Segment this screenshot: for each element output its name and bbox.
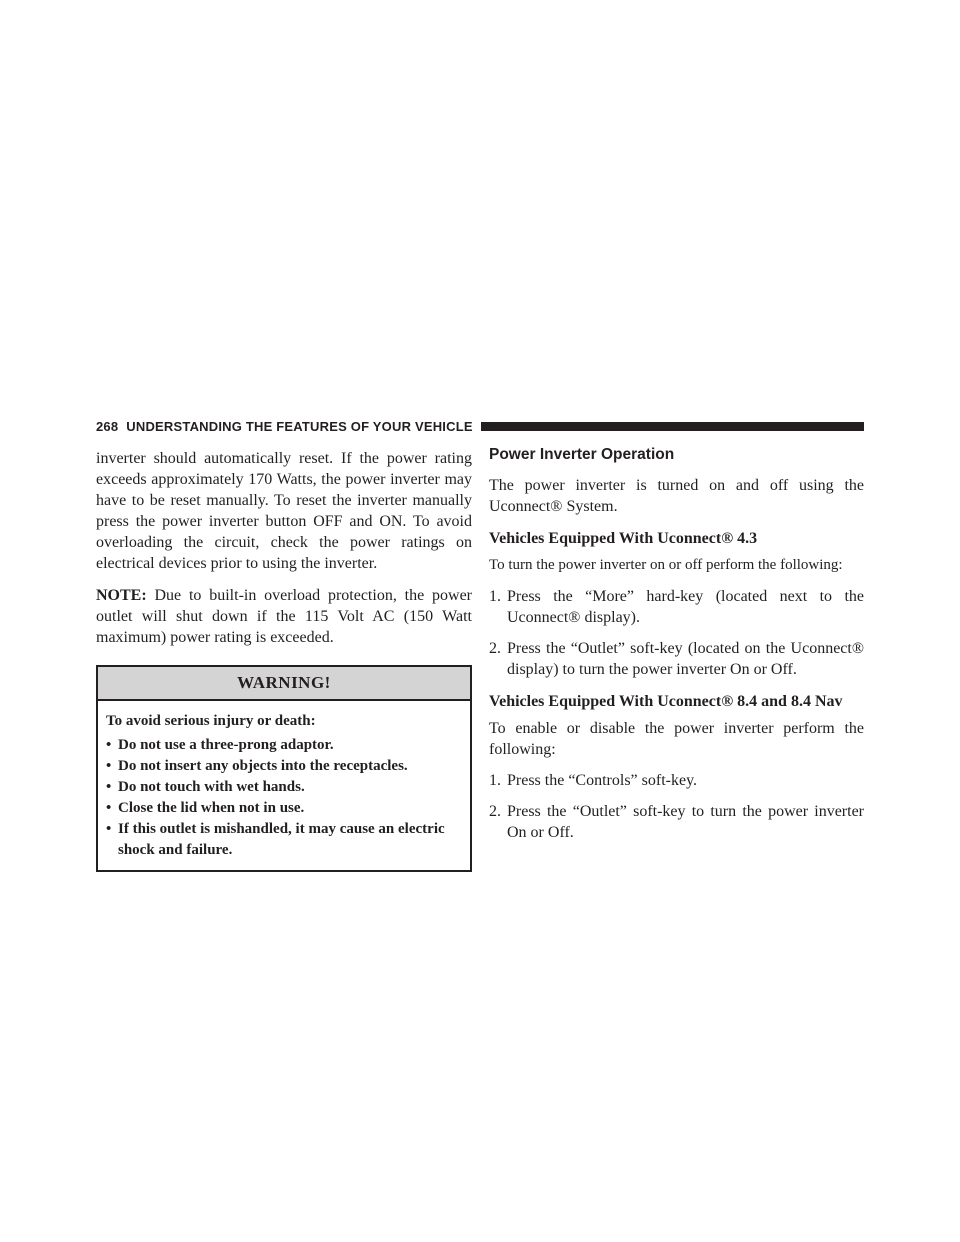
bullet-icon: • xyxy=(106,737,112,753)
note-paragraph xyxy=(96,585,472,648)
bullet-icon: • xyxy=(106,821,112,837)
step-item xyxy=(489,638,864,680)
step-text: Press the “Outlet” soft-key (located on the Uconnect® display) to turn the power inverter On or Off. xyxy=(507,640,864,678)
step-number: 1. xyxy=(489,588,501,605)
step-item xyxy=(489,770,864,791)
step-number: 1. xyxy=(489,772,501,789)
step-item xyxy=(489,586,864,628)
step-number: 2. xyxy=(489,640,501,657)
warning-item-text: Do not insert any objects into the receptacles. xyxy=(118,758,408,774)
subheading-uconnect-84: Vehicles Equipped With Uconnect® 8.4 and 8.4 Nav xyxy=(489,693,843,710)
warning-item xyxy=(106,777,462,798)
subsection-lead: To enable or disable the power inverter perform the following: xyxy=(489,720,864,758)
warning-intro: To avoid serious injury or death: xyxy=(106,713,316,729)
note-label: NOTE: xyxy=(96,587,147,604)
note-text: Due to built-in overload protection, the power outlet will shut down if the 115 Volt AC (150 Watt maximum) power rating is exceeded. xyxy=(96,587,472,646)
step-text: Press the “Outlet” soft-key to turn the power inverter On or Off. xyxy=(507,803,864,841)
bullet-icon: • xyxy=(106,758,112,774)
section-intro: The power inverter is turned on and off using the Uconnect® System. xyxy=(489,477,864,515)
bullet-icon: • xyxy=(106,779,112,795)
warning-body xyxy=(98,701,470,870)
warning-item-text: Do not use a three-prong adaptor. xyxy=(118,737,334,753)
page-number: 268 xyxy=(96,418,119,434)
right-column xyxy=(489,448,864,843)
warning-box xyxy=(96,665,472,872)
section-title: Power Inverter Operation xyxy=(489,446,675,463)
page-header xyxy=(96,416,864,436)
step-item xyxy=(489,801,864,843)
step-text: Press the “More” hard-key (located next to the Uconnect® display). xyxy=(507,588,864,626)
warning-item-text: Close the lid when not in use. xyxy=(118,800,305,816)
warning-item xyxy=(106,819,462,861)
step-text: Press the “Controls” soft-key. xyxy=(507,772,698,789)
subheading-uconnect-43: Vehicles Equipped With Uconnect® 4.3 xyxy=(489,530,758,547)
bullet-icon: • xyxy=(106,800,112,816)
chapter-title: UNDERSTANDING THE FEATURES OF YOUR VEHICLE xyxy=(126,418,473,434)
left-column xyxy=(96,448,472,872)
warning-item-text: If this outlet is mishandled, it may cause an electric shock and failure. xyxy=(118,821,445,858)
warning-item xyxy=(106,798,462,819)
warning-item xyxy=(106,735,462,756)
header-rule xyxy=(481,422,864,431)
warning-title: WARNING! xyxy=(98,667,470,701)
warning-item-text: Do not touch with wet hands. xyxy=(118,779,305,795)
warning-item xyxy=(106,756,462,777)
paragraph-inverter-reset: inverter should automatically reset. If the power rating exceeds approximately 170 Watts, the power inverter may have to be reset manually. To reset the inverter manually press the power inverter button OFF and ON. To avoid overloading the circuit, check the power ratings on electrical devices prior to using the inverter. xyxy=(96,450,472,572)
subsection-lead: To turn the power inverter on or off perform the following: xyxy=(489,557,843,573)
warning-list xyxy=(106,735,462,861)
step-number: 2. xyxy=(489,803,501,820)
